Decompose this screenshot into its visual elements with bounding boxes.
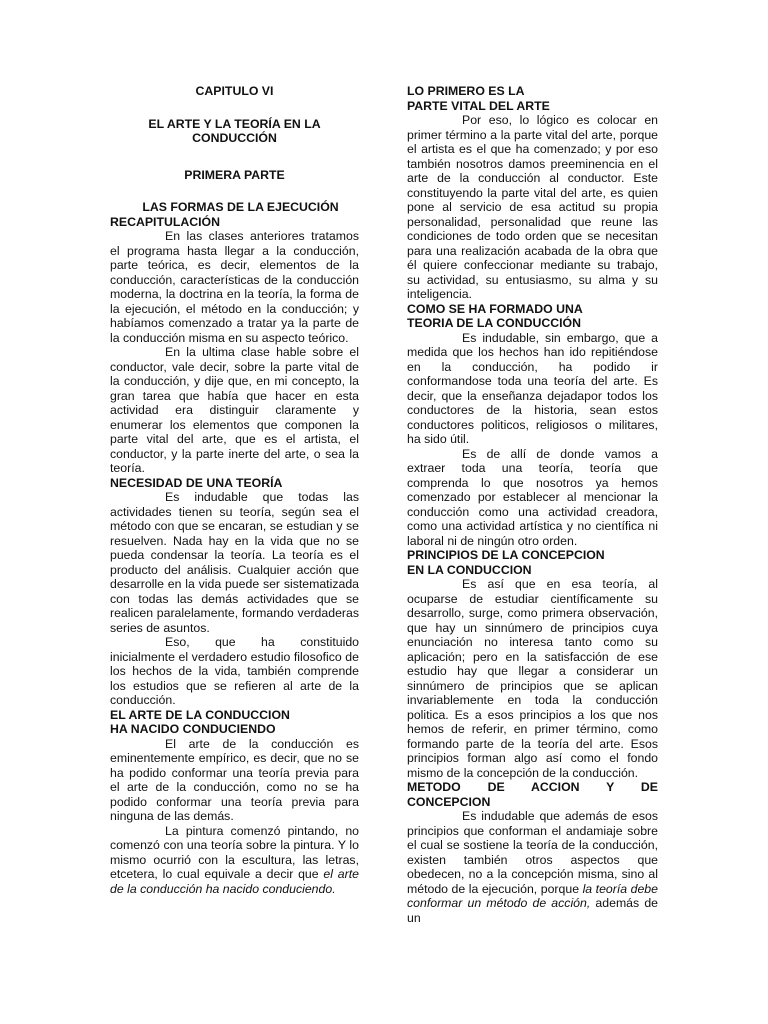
heading-primero-line2: PARTE VITAL DEL ARTE <box>407 98 550 113</box>
chapter-heading: CAPITULO VI <box>195 84 274 98</box>
paragraph: Es indudable, sin embargo, que a medida que los hechos han ido repitiéndose en la conducción, ha podido ir conformandose toda una teoría del arte. Es decir, que la enseñanza dejadapor todos los conductores de la historia, sean estos conductores politicos, religiosos o militares, ha sido útil. <box>407 330 658 446</box>
paragraph-italic-text: el arte de la conducción ha nacido conduciendo. <box>110 867 359 896</box>
heading-metodo-line2: CONCEPCION <box>407 794 491 809</box>
paragraph: El arte de la conducción es eminentemente empírico, es decir, que no se ha podido conformar una teoría previa para el arte de la conducción, como no se ha podido conformar una teoría previa para ninguna de las demás. <box>110 736 359 823</box>
section-subtitle: RECAPITULACIÓN <box>110 214 220 229</box>
paragraph: Es indudable que todas las actividades tienen su teoría, según sea el método con que se encaran, se estudian y se resuelven. Nada hay en la vida que no se pueda condensar la teoría. La teoría es el producto del análisis. Cualquier acción que desarrolle en la vida puede ser sistematizada con todas las demás actividades que se realicen paralelamente, formando verdaderas series de asuntos. <box>110 490 359 635</box>
heading-necesidad: NECESIDAD DE UNA TEORÍA <box>110 475 283 490</box>
paragraph-text: La pintura comenzó pintando, no comenzó con una teoría sobre la pintura. Y lo mismo ocurrió con la escultura, las letras, etcetera, lo cual equivale a decir que <box>110 823 359 881</box>
paragraph: Por eso, lo lógico es colocar en primer término a la parte vital del arte, porque el artista es el que ha comenzado; y por eso también nosotros damos preeminencia en el arte de la conducción al conductor. Este constituyendo la parte vital del arte, es quien pone al servicio de esa actitud su propia personalidad, personalidad que reune las condiciones de todo orden que se necesitan para una realización acabada de la obra que él quiere confeccionar mediante su trabajo, su actividad, su entusiasmo, su alma y su inteligencia. <box>407 113 658 301</box>
paragraph-italic-text: la teoría debe conformar un método de acción, <box>407 881 658 910</box>
chapter-title-line2: CONDUCCIÓN <box>192 131 277 145</box>
right-column <box>407 84 658 925</box>
heading-arte-line1: EL ARTE DE LA CONDUCCION <box>110 707 290 722</box>
paragraph-text: Es indudable que además de esos principios que conforman el andamiaje sobre el cual se sostiene la teoría de la conducción, existen también otros aspectos que obedecen, no a la concepción misma, sino al método de la ejecución, porque <box>407 809 658 896</box>
paragraph-tail-text: además de un <box>407 896 658 925</box>
paragraph: Es de allí de donde vamos a extraer toda una teoría, teoría que comprenda lo que nosotros ya hemos comenzado por establecer al mencionar la conducción como una actividad creadora, como una actividad artística y no científica ni laboral ni de ningún otro orden. <box>407 446 658 548</box>
paragraph <box>110 824 359 897</box>
heading-principios-line2: EN LA CONDUCCION <box>407 562 532 577</box>
paragraph <box>407 809 658 925</box>
section-title: LAS FORMAS DE LA EJECUCIÓN <box>142 200 339 214</box>
paragraph: Eso, que ha constituido inicialmente el verdadero estudio filosofico de los hechos de la vida, también comprende los estudios que se refieren al arte de la conducción. <box>110 635 359 707</box>
heading-como-line2: TEORIA DE LA CONDUCCIÓN <box>407 316 581 330</box>
paragraph: En las clases anteriores tratamos el programa hasta llegar a la conducción, parte teórica, es decir, elementos de la conducción, características de la conducción moderna, la doctrina en la teoría, la forma de la ejecución, el método en la conducción; y habíamos comenzado a tratar ya la parte de la conducción misma en su aspecto teórico. <box>110 229 359 345</box>
chapter-title-line1: EL ARTE Y LA TEORÍA EN LA <box>148 116 321 131</box>
part-heading: PRIMERA PARTE <box>184 167 285 182</box>
heading-arte-line2: HA NACIDO CONDUCIENDO <box>110 722 276 736</box>
paragraph: En la ultima clase hable sobre el conductor, vale decir, sobre la parte vital de la conducción, y dije que, en mi concepto, la gran tarea que había que hacer en esta actividad era distinguir claramente y enumerar los elementos que componen la parte vital del arte, que es el artista, el conductor, y la parte inerte del arte, o sea la teoría. <box>110 345 359 475</box>
heading-principios-line1: PRINCIPIOS DE LA CONCEPCION <box>407 548 605 562</box>
paragraph: Es así que en esa teoría, al ocuparse de estudiar científicamente su desarrollo, surge, como primera observación, que hay un sinnúmero de principios cuya enunciación no interesa tanto como su aplicación; pero en la satisfacción de ese estudio hay que llegar a considerar un sinnúmero de principios que se aplican invariablemente en toda la conducción politica. Es a esos principios a los que nos hemos de referir, en primer término, como formando parte de la teoría del arte. Esos principios forman algo así como el fondo mismo de la concepción de la conducción. <box>407 577 658 780</box>
left-column <box>110 84 359 896</box>
heading-como-line1: COMO SE HA FORMADO UNA <box>407 301 583 316</box>
heading-primero-line1: LO PRIMERO ES LA <box>407 84 525 98</box>
heading-metodo-line1: METODO DE ACCION Y DE <box>407 780 658 794</box>
